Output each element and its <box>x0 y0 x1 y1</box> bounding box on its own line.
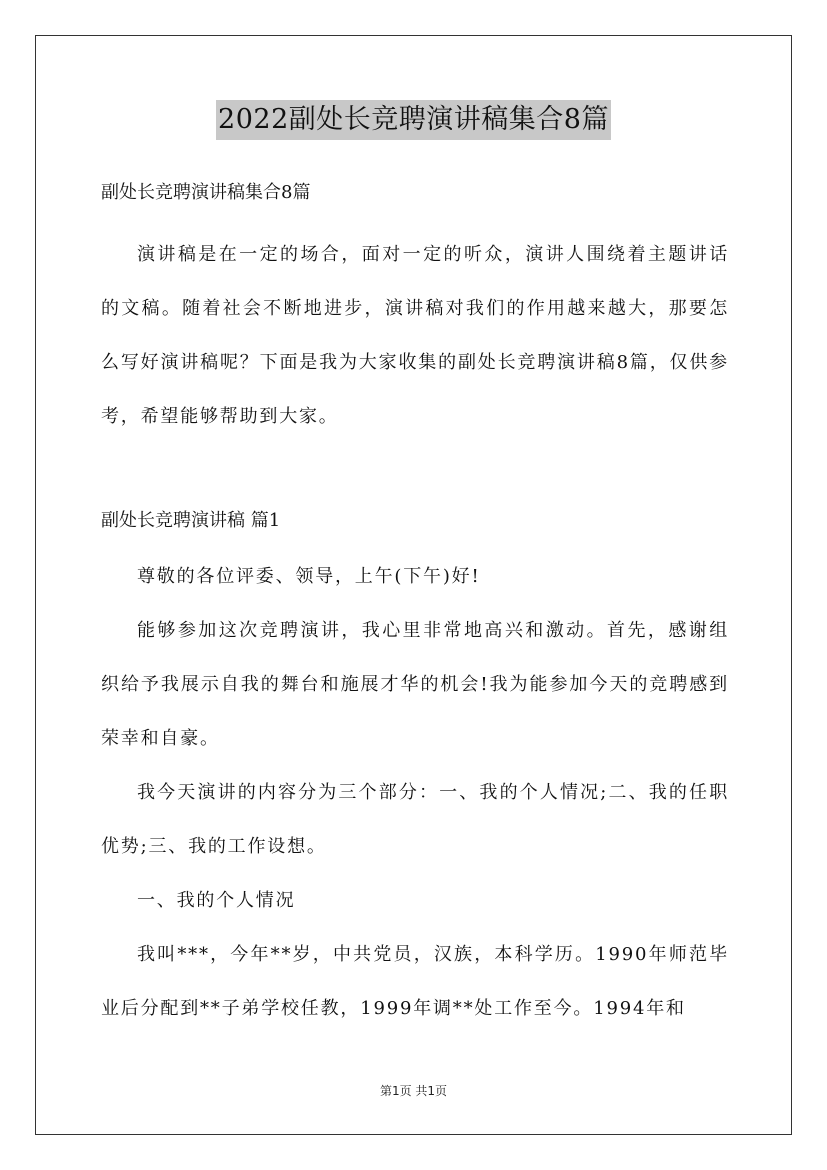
body-paragraph-3: 我叫***，今年**岁，中共党员，汉族，本科学历。1990年师范毕业后分配到**子弟学校任教，1999年调**处工作至今。1994年和 <box>101 944 729 1019</box>
part-heading: 一、我的个人情况 <box>137 890 296 911</box>
body-paragraph-2: 我今天演讲的内容分为三个部分：一、我的个人情况;二、我的任职优势;三、我的工作设想。 <box>101 782 729 857</box>
page-footer: 第1页 共1页 <box>379 1084 448 1098</box>
subtitle: 副处长竞聘演讲稿集合8篇 <box>101 182 311 203</box>
title-container <box>0 100 827 140</box>
greeting-paragraph: 尊敬的各位评委、领导，上午(下午)好! <box>137 566 481 587</box>
document-body <box>101 174 729 1036</box>
intro-paragraph: 演讲稿是在一定的场合，面对一定的听众，演讲人围绕着主题讲话的文稿。随着社会不断地进步，演讲稿对我们的作用越来越大，那要怎么写好演讲稿呢？下面是我为大家收集的副处长竞聘演讲稿8篇，仅供参考，希望能够帮助到大家。 <box>101 244 729 427</box>
document-title: 2022副处长竞聘演讲稿集合8篇 <box>216 100 611 140</box>
section-heading: 副处长竞聘演讲稿 篇1 <box>101 510 281 531</box>
body-paragraph-1: 能够参加这次竞聘演讲，我心里非常地高兴和激动。首先，感谢组织给予我展示自我的舞台和施展才华的机会!我为能参加今天的竞聘感到荣幸和自豪。 <box>101 620 729 749</box>
